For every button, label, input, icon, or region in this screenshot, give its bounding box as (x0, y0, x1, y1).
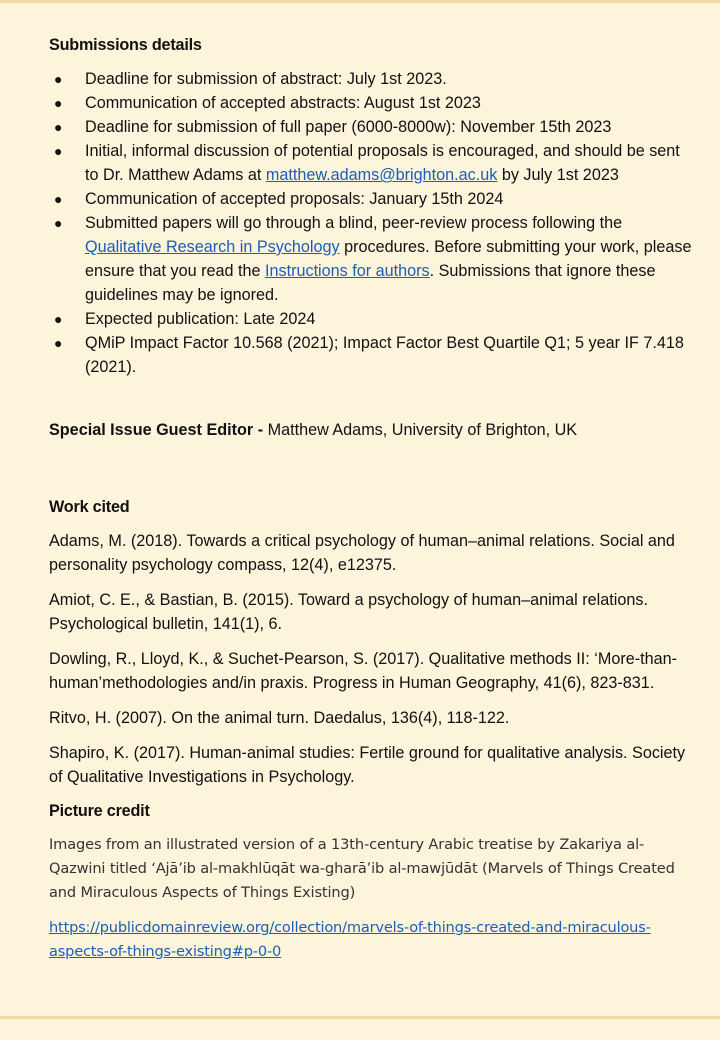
guest-editor-value: Matthew Adams, University of Brighton, UK (263, 421, 578, 439)
guest-editor-line (49, 418, 697, 442)
picture-credit-link[interactable]: https://publicdomainreview.org/collection/marvels-of-things-created-and-miraculous-aspects-of-things-existing#p-0-0 (49, 919, 651, 960)
list-item-text: Communication of accepted abstracts: August 1st 2023 (85, 94, 481, 112)
bullet-icon: ● (54, 71, 63, 87)
picture-credit-text: Images from an illustrated version of a 13th-century Arabic treatise by Zakariya al-Qazwini titled ‘Ajā’ib al-makhlūqāt wa-gharā’ib al-mawjūdāt (Marvels of Things Created and Miraculous Aspects of Things Existing) (49, 836, 675, 901)
bullet-icon: ● (54, 191, 63, 207)
list-item (49, 187, 697, 211)
reference-item: Shapiro, K. (2017). Human-animal studies: Fertile ground for qualitative analysis. Society of Qualitative Investigations in Psychology. (49, 744, 686, 786)
list-item-text: Deadline for submission of full paper (6000-8000w): November 15th 2023 (85, 118, 612, 136)
list-item (49, 115, 697, 139)
picture-credit-link-line (49, 916, 697, 964)
list-item-text: procedures. Before submitting your work, please ensure that you read the (85, 238, 692, 280)
bottom-border (0, 1016, 720, 1019)
work-cited-heading: Work cited (49, 498, 130, 516)
bullet-icon: ● (54, 143, 63, 159)
submissions-heading: Submissions details (49, 36, 202, 54)
list-item (49, 307, 697, 331)
list-item-text: by July 1st 2023 (497, 166, 619, 184)
list-item-text: Deadline for submission of abstract: July 1st 2023. (85, 70, 447, 88)
guest-editor-label: Special Issue Guest Editor - (49, 421, 264, 439)
bullet-icon: ● (54, 119, 63, 135)
picture-credit-heading: Picture credit (49, 802, 150, 820)
email-link[interactable]: matthew.adams@brighton.ac.uk (265, 166, 498, 184)
qrp-link[interactable]: Qualitative Research in Psychology (85, 238, 340, 256)
list-item (49, 67, 697, 91)
list-item (49, 211, 697, 307)
list-item-text: . Submissions that ignore these guidelines may be ignored. (85, 262, 656, 304)
instructions-link[interactable]: Instructions for authors (264, 262, 430, 280)
bullet-icon: ● (54, 95, 63, 111)
list-item (49, 331, 697, 379)
top-border (0, 0, 720, 3)
bullet-icon: ● (54, 335, 63, 351)
list-item-text: Submitted papers will go through a blind, peer-review process following the (85, 214, 623, 232)
reference-item: Dowling, R., Lloyd, K., & Suchet-Pearson, S. (2017). Qualitative methods II: ‘More-than-human’methodologies and/in praxis. Progress in Human Geography, 41(6), 823-831. (49, 650, 678, 692)
bullet-icon: ● (54, 215, 63, 231)
reference-item: Amiot, C. E., & Bastian, B. (2015). Toward a psychology of human–animal relations. Psychological bulletin, 141(1), 6. (49, 591, 648, 633)
list-item (49, 139, 697, 187)
submissions-list (49, 67, 697, 379)
reference-item: Adams, M. (2018). Towards a critical psychology of human–animal relations. Social and personality psychology compass, 12(4), e12375. (49, 532, 675, 574)
reference-item: Ritvo, H. (2007). On the animal turn. Daedalus, 136(4), 118-122. (49, 709, 510, 727)
list-item-text: Expected publication: Late 2024 (85, 310, 316, 328)
document-body (49, 33, 697, 964)
bullet-icon: ● (54, 311, 63, 327)
list-item (49, 91, 697, 115)
list-item-text: QMiP Impact Factor 10.568 (2021); Impact Factor Best Quartile Q1; 5 year IF 7.418 (2021). (85, 334, 684, 376)
list-item-text: Initial, informal discussion of potential proposals is encouraged, and should be sent to Dr. Matthew Adams at (85, 142, 680, 184)
list-item-text: Communication of accepted proposals: January 15th 2024 (85, 190, 504, 208)
